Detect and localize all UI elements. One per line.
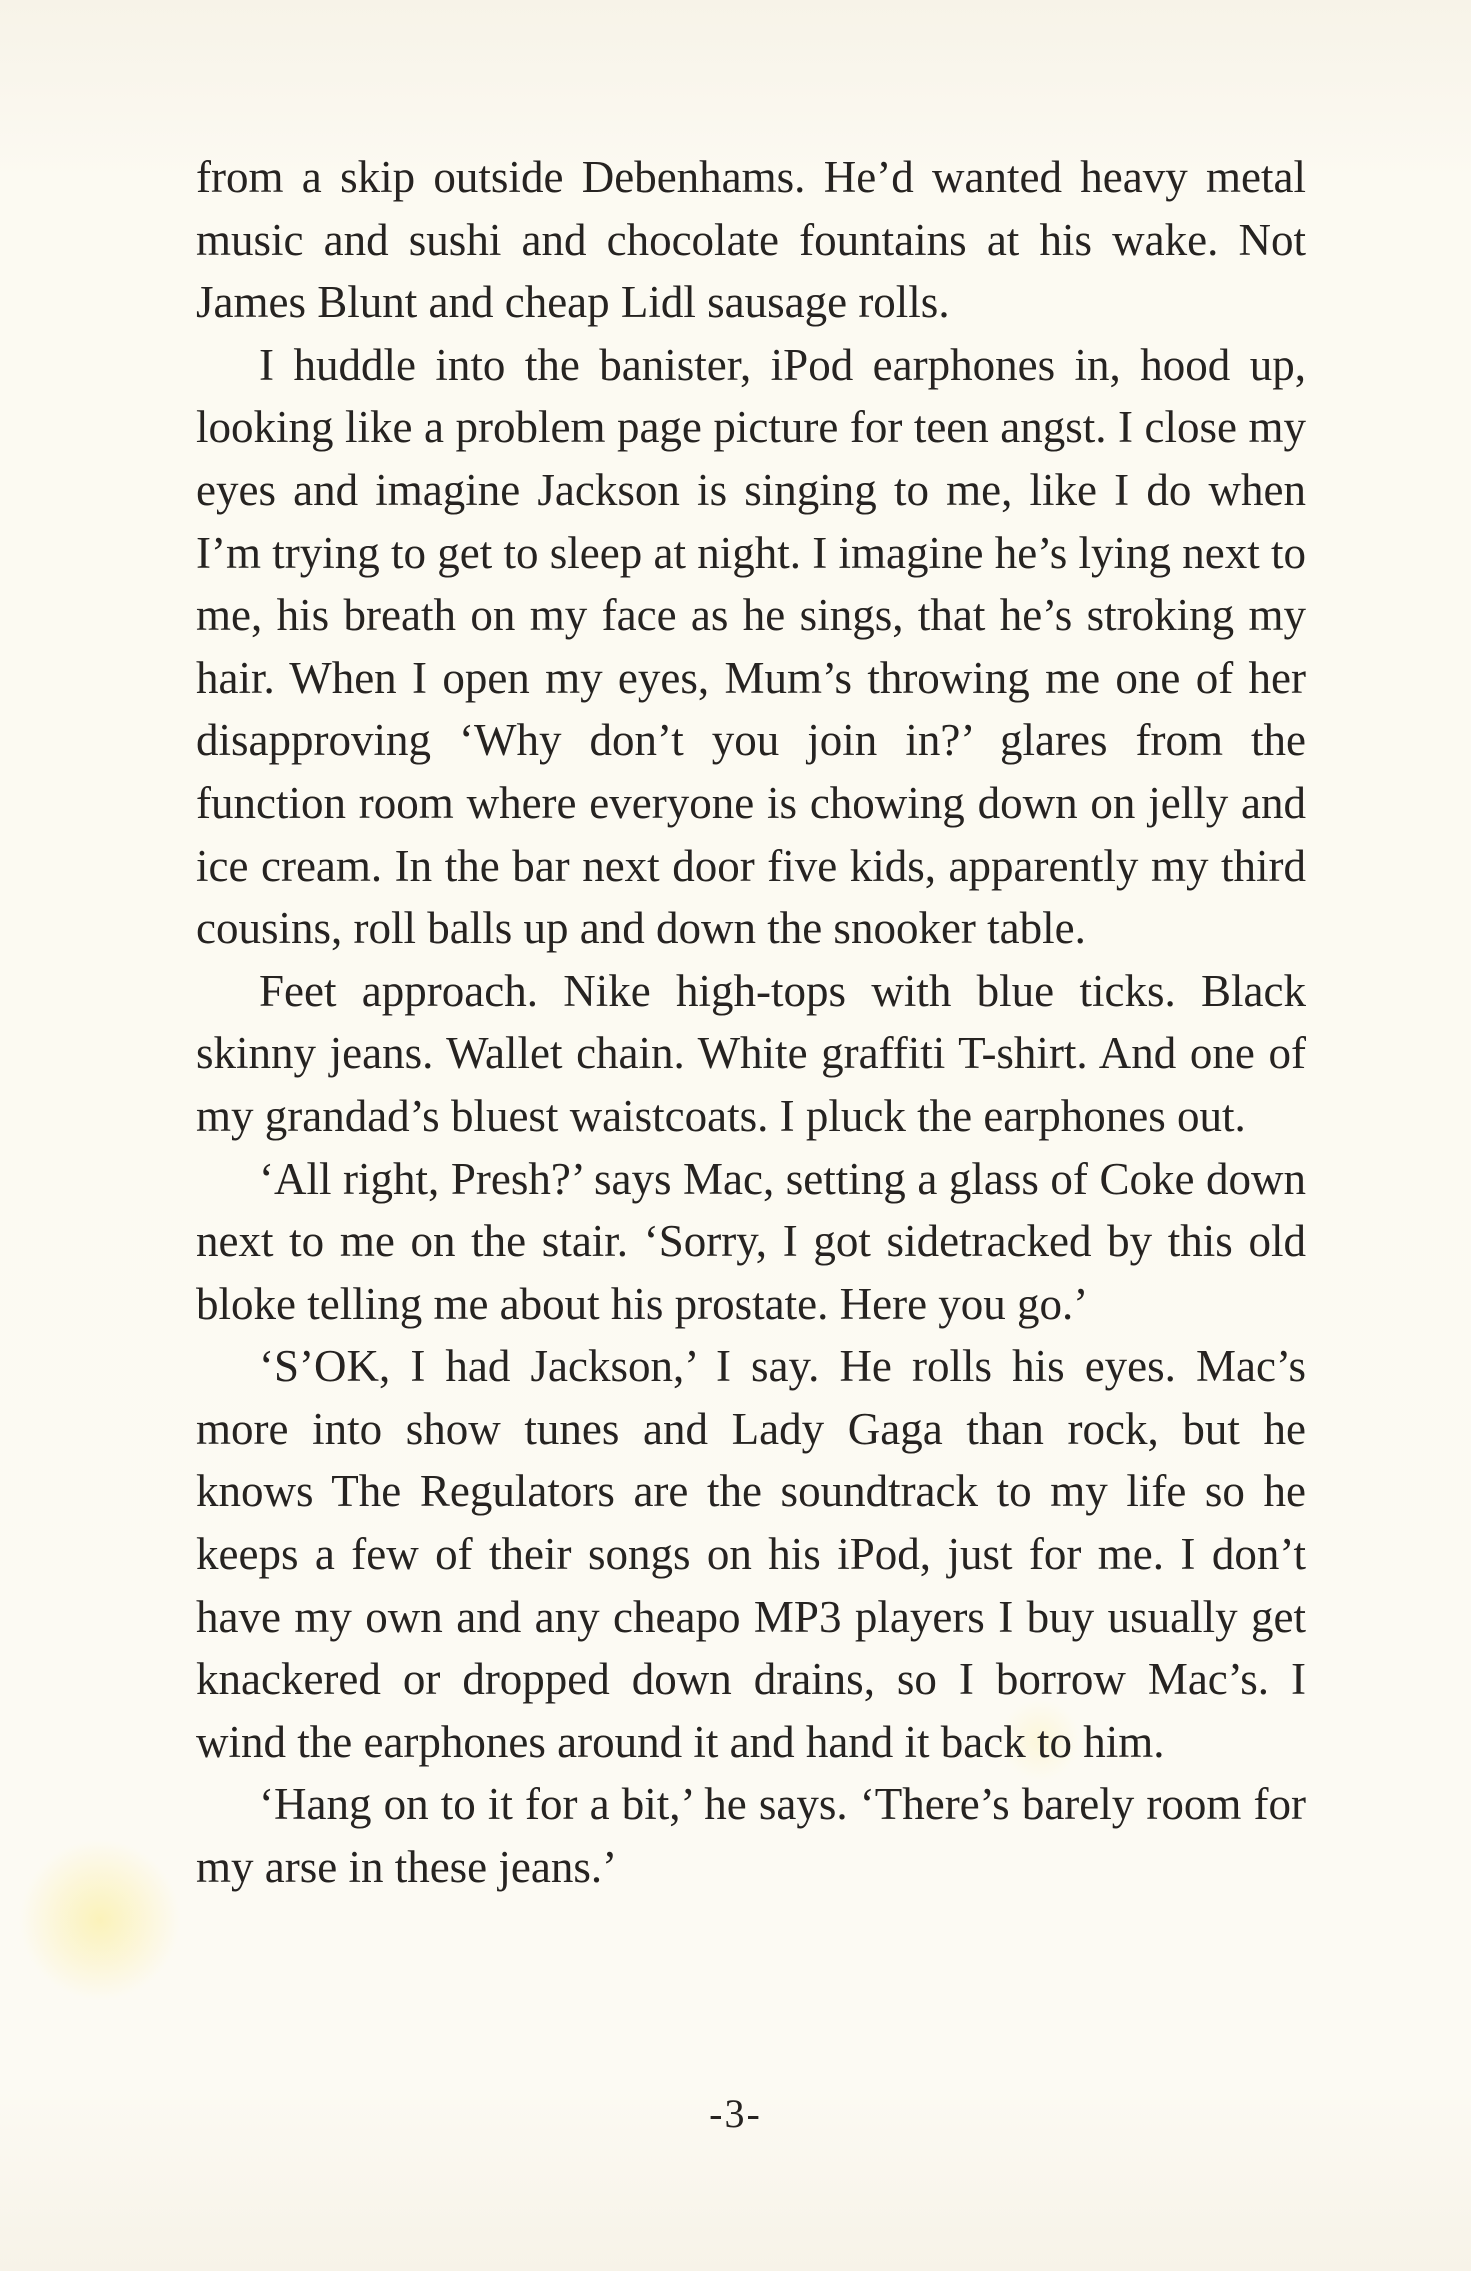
paragraph-3: Feet approach. Nike high-tops with blue ticks. Black skinny jeans. Wallet chain. White graffiti T-shirt. And one of my grandad’s bluest waistcoats. I pluck the earphones out.	[196, 965, 1306, 1141]
paragraph-6: ‘Hang on to it for a bit,’ he says. ‘There’s barely room for my arse in these jeans.’	[196, 1779, 1306, 1893]
paragraph-2: I huddle into the banister, iPod earphones in, hood up, looking like a problem page picture for teen angst. I close my eyes and imagine Jackson is singing to me, like I do when I’m trying to get to sleep at night. I imagine he’s lying next to me, his breath on my face as he sings, that he’s stroking my hair. When I open my eyes, Mum’s throwing me one of her disapproving ‘Why don’t you join in?’ glares from the function room where everyone is chowing down on jelly and ice cream. In the bar next door five kids, apparently my third cousins, roll balls up and down the snooker table.	[196, 339, 1306, 954]
paragraph-5: ‘S’OK, I had Jackson,’ I say. He rolls his eyes. Mac’s more into show tunes and Lady Gaga than rock, but he knows The Regulators are the soundtrack to my life so he keeps a few of their songs on his iPod, just for me. I don’t have my own and any cheapo MP3 players I buy usually get knackered or dropped down drains, so I borrow Mac’s. I wind the earphones around it and hand it back to him.	[196, 1341, 1306, 1767]
page-number: -3-	[709, 2091, 762, 2136]
paragraph-4: ‘All right, Presh?’ says Mac, setting a glass of Coke down next to me on the stair. ‘Sorry, I got sidetracked by this old bloke telling me about his prostate. Here you go.’	[196, 1153, 1306, 1329]
paragraph-1: from a skip outside Debenhams. He’d wanted heavy metal music and sushi and chocolate fountains at his wake. Not James Blunt and cheap Lidl sausage rolls.	[196, 152, 1306, 328]
body-text	[196, 146, 1306, 1899]
